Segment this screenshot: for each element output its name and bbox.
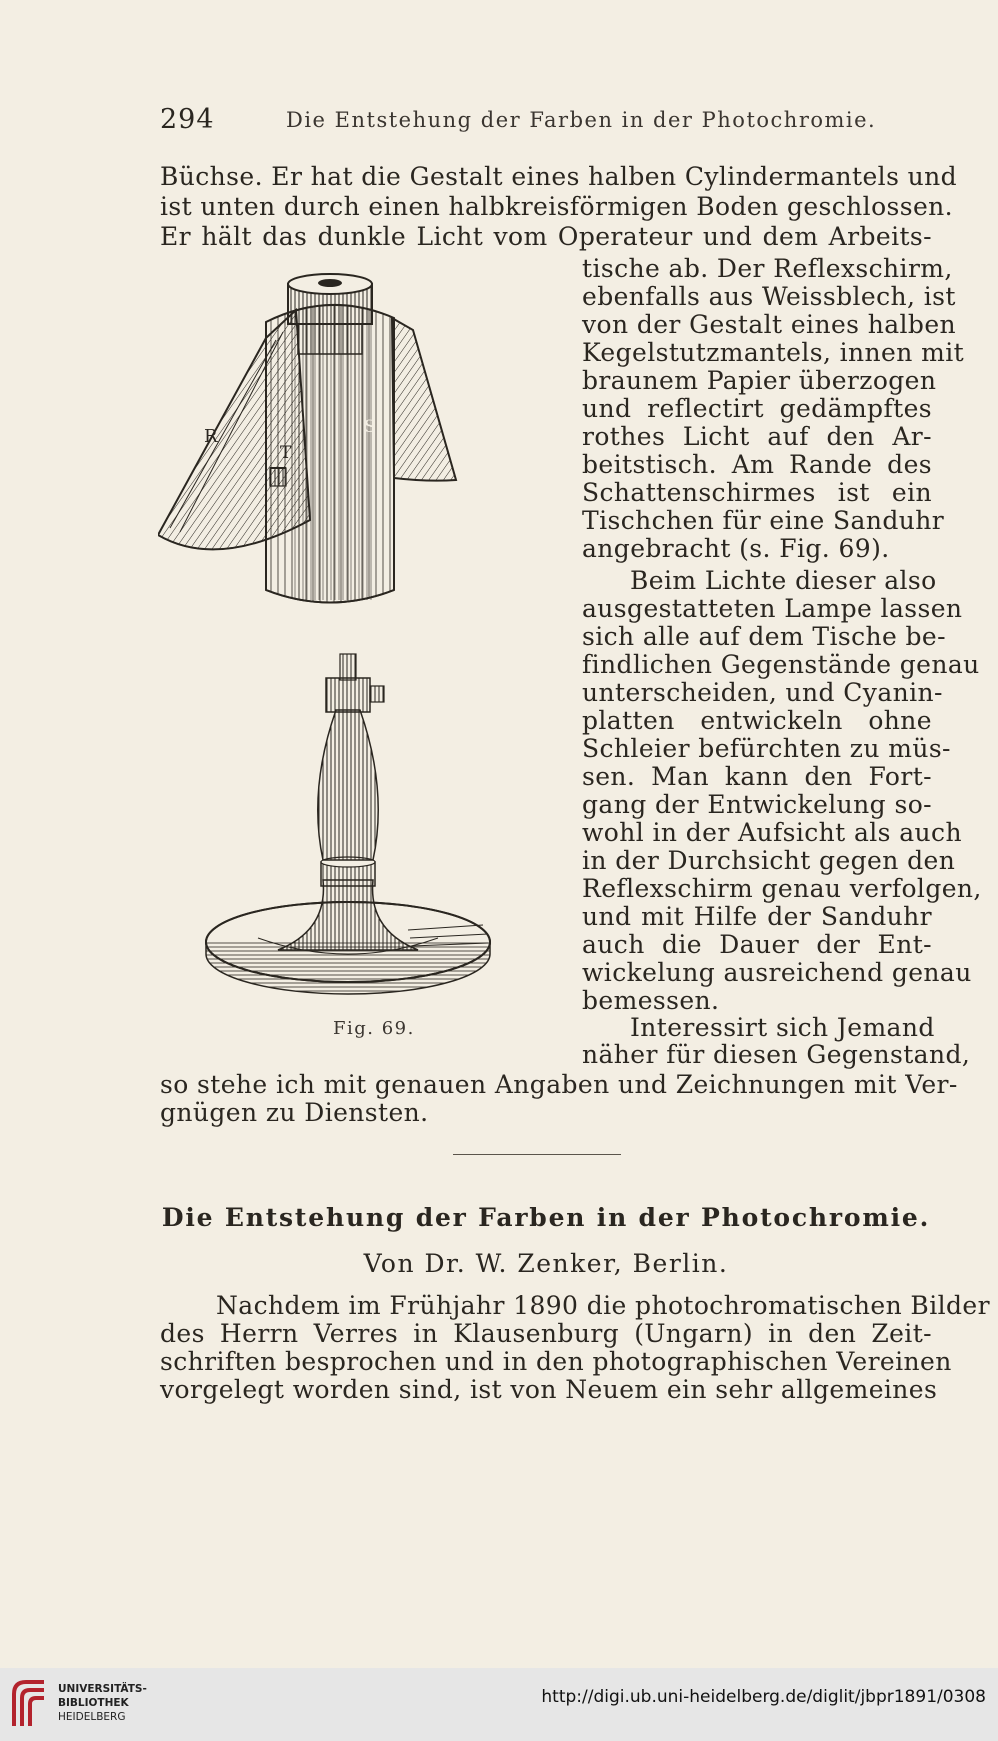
text-line: schriften besprochen und in den photographischen Vereinen <box>160 1347 952 1376</box>
text-line: Tischchen für eine Sanduhr <box>582 506 945 535</box>
page-number: 294 <box>160 104 215 135</box>
article-title: Die Entstehung der Farben in der Photochromie. <box>161 1203 931 1232</box>
text-line: beitstisch. Am Rande des <box>582 450 932 479</box>
text-line: rothes Licht auf den Ar- <box>582 422 932 451</box>
figure-label-t: T <box>280 443 292 463</box>
library-name-line: HEIDELBERG <box>58 1711 126 1723</box>
text-line: Kegelstutzmantels, innen mit <box>582 338 965 367</box>
text-line: sen. Man kann den Fort- <box>582 762 932 791</box>
text-line: vorgelegt worden sind, ist von Neuem ein sehr allgemeines <box>160 1375 938 1404</box>
text-line: gang der Entwickelung so- <box>582 790 932 819</box>
text-line: tische ab. Der Reflexschirm, <box>582 254 953 283</box>
figure-label-s: S <box>364 417 376 437</box>
text-line: sich alle auf dem Tische be- <box>582 622 946 651</box>
text-line: auch die Dauer der Ent- <box>582 930 932 959</box>
text-line: bemessen. <box>582 986 720 1015</box>
text-line: in der Durchsicht gegen den <box>582 846 956 875</box>
text-line: so stehe ich mit genauen Angaben und Zeichnungen mit Ver- <box>160 1070 958 1099</box>
text-line: gnügen zu Diensten. <box>160 1098 429 1127</box>
text-line: ebenfalls aus Weissblech, ist <box>582 282 956 311</box>
text-line: Er hält das dunkle Licht vom Operateur und dem Arbeits- <box>160 222 932 251</box>
text-line: braunem Papier überzogen <box>582 366 937 395</box>
text-line: des Herrn Verres in Klausenburg (Ungarn) in den Zeit- <box>160 1319 932 1348</box>
library-name-line: BIBLIOTHEK <box>58 1697 129 1709</box>
text-line: Nachdem im Frühjahr 1890 die photochromatischen Bilder <box>216 1291 990 1320</box>
text-line: Schattenschirmes ist ein <box>582 478 932 507</box>
text-line: unterscheiden, und Cyanin- <box>582 678 943 707</box>
text-line: findlichen Gegenstände genau <box>582 650 980 679</box>
text-line: ist unten durch einen halbkreisförmigen Boden geschlossen. <box>160 192 954 221</box>
figure-lamp <box>158 270 538 995</box>
library-name-line: UNIVERSITÄTS- <box>58 1683 147 1695</box>
lamp-illustration <box>158 270 538 995</box>
running-head: Die Entstehung der Farben in der Photochromie. <box>286 108 877 132</box>
source-url[interactable]: http://digi.ub.uni-heidelberg.de/diglit/jbpr1891/0308 <box>541 1687 986 1707</box>
text-line: Interessirt sich Jemand <box>630 1013 935 1042</box>
text-line: Schleier befürchten zu müs- <box>582 734 951 763</box>
text-line: und reflectirt gedämpftes <box>582 394 932 423</box>
text-line: angebracht (s. Fig. 69). <box>582 534 890 563</box>
figure-label-r: R <box>204 426 218 447</box>
section-divider <box>453 1154 621 1155</box>
text-line: Reflexschirm genau verfolgen, <box>582 874 982 903</box>
text-line: wickelung ausreichend genau <box>582 958 972 987</box>
library-name <box>58 1682 147 1724</box>
library-logo-icon <box>10 1678 48 1730</box>
text-line: von der Gestalt eines halben <box>582 310 957 339</box>
article-byline: Von Dr. W. Zenker, Berlin. <box>363 1249 729 1278</box>
text-line: wohl in der Aufsicht als auch <box>582 818 962 847</box>
figure-caption: Fig. 69. <box>333 1018 415 1039</box>
text-line: Beim Lichte dieser also <box>630 566 937 595</box>
text-line: ausgestatteten Lampe lassen <box>582 594 963 623</box>
text-line: Büchse. Er hat die Gestalt eines halben Cylindermantels und <box>160 162 958 191</box>
page-header <box>160 104 930 140</box>
text-line: und mit Hilfe der Sanduhr <box>582 902 932 931</box>
text-line: platten entwickeln ohne <box>582 706 932 735</box>
text-line: näher für diesen Gegenstand, <box>582 1040 971 1069</box>
viewer-footer <box>0 1668 998 1741</box>
